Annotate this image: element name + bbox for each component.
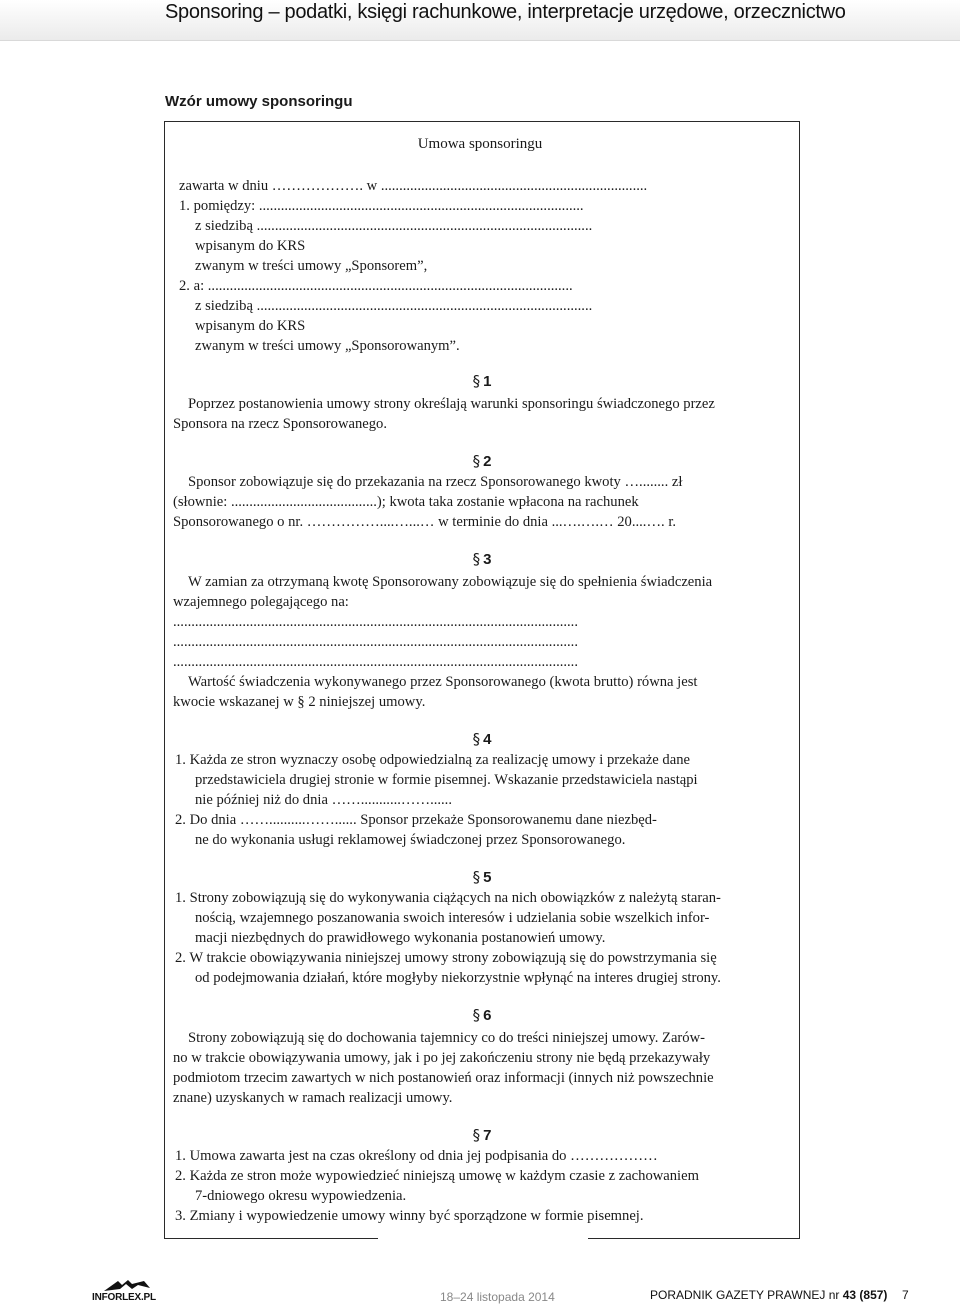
s4-line: nie później niż do dnia ……...........……...... — [195, 792, 452, 808]
page-header-title: Sponsoring – podatki, księgi rachunkowe, interpretacje urzędowe, orzecznictwo — [165, 1, 846, 23]
intro-line: zwanym w treści umowy „Sponsorowanym”. — [195, 338, 460, 354]
s3-dotted-line: ............................................................................................................... — [173, 614, 578, 630]
s2-line: (słownie: ........................................); kwota taka zostanie wpłacona na rachunek — [173, 494, 639, 510]
section-heading-4: § 4 — [472, 730, 492, 748]
intro-line: z siedzibą ............................................................................................ — [195, 298, 593, 314]
section-heading-6: § 6 — [472, 1006, 492, 1024]
contract-title: Umowa sponsoringu — [417, 136, 543, 152]
s3-dotted-line: ............................................................................................................... — [173, 634, 578, 650]
header-band — [0, 0, 960, 41]
frame-bottom-gap — [378, 1238, 588, 1241]
s5-line: od podejmowania działań, które mogłyby niekorzystnie wpłynąć na interes drugiej strony. — [195, 970, 721, 986]
section-heading-2: § 2 — [472, 452, 492, 470]
s6-line: Strony zobowiązują się do dochowania tajemnicy co do treści niniejszej umowy. Zarów- — [188, 1030, 705, 1046]
s1-line: Poprzez postanowienia umowy strony określają warunki sponsoringu świadczonego przez — [188, 396, 715, 412]
intro-line: zwanym w treści umowy „Sponsorem”, — [195, 258, 428, 274]
footer-date: 18–24 listopada 2014 — [440, 1290, 555, 1304]
s6-line: podmiotom trzecim zawartych w nich postanowień oraz informacji (innych niż powszechnie — [173, 1070, 714, 1086]
s3-line: kwocie wskazanej w § 2 niniejszej umowy. — [173, 694, 426, 710]
s5-line: 1. Strony zobowiązują się do wykonywania ciążących na nich obowiązków z należytą staran- — [175, 890, 721, 906]
s3-line: W zamian za otrzymaną kwotę Sponsorowany zobowiązuje się do spełnienia świadczenia — [188, 574, 713, 590]
footer-publication: PORADNIK GAZETY PRAWNEJ nr 43 (857) — [650, 1288, 888, 1302]
s3-dotted-line: ............................................................................................................... — [173, 654, 578, 670]
s1-line: Sponsora na rzecz Sponsorowanego. — [173, 416, 387, 432]
s6-line: no w trakcie obowiązywania umowy, jak i po jej zakończeniu strony nie będą przekazywały — [173, 1050, 711, 1066]
s5-line: 2. W trakcie obowiązywania niniejszej umowy strony zobowiązują się do powstrzymania się — [175, 950, 717, 966]
logo-mark-icon — [98, 1279, 154, 1293]
s2-line: Sponsorowanego o nr. ……………....…...… w terminie do dnia ...….….… 20....…. r. — [173, 514, 677, 530]
intro-line: 2. a: .................................................................................................... — [179, 278, 573, 294]
s7-line: 2. Każda ze stron może wypowiedzieć niniejszą umowę w każdym czasie z zachowaniem — [175, 1168, 699, 1184]
intro-line: 1. pomiędzy: ......................................................................................... — [179, 198, 584, 214]
s7-line: 1. Umowa zawarta jest na czas określony od dnia jej podpisania do ……………… — [175, 1148, 658, 1164]
s4-line: ne do wykonania usługi reklamowej świadczonej przez Sponsorowanego. — [195, 832, 626, 848]
s6-line: znane) uzyskanych w ramach realizacji umowy. — [173, 1090, 453, 1106]
s3-line: Wartość świadczenia wykonywanego przez Sponsorowanego (kwota brutto) równa jest — [188, 674, 698, 690]
section-title: Wzór umowy sponsoringu — [165, 93, 353, 110]
s7-line: 7-dniowego okresu wypowiedzenia. — [195, 1188, 407, 1204]
intro-line: z siedzibą ............................................................................................ — [195, 218, 593, 234]
s5-line: nością, wzajemnego poszanowania swoich interesów i udzielania sobie wszelkich infor- — [195, 910, 710, 926]
s4-line: 2. Do dnia ……..........……...... Sponsor przekaże Sponsorowanemu dane niezbęd- — [175, 812, 657, 828]
section-heading-5: § 5 — [472, 868, 492, 886]
page-number: 7 — [902, 1288, 909, 1302]
s4-line: 1. Każda ze stron wyznaczy osobę odpowiedzialną za realizację umowy i przekaże dane — [175, 752, 690, 768]
s2-line: Sponsor zobowiązuje się do przekazania na rzecz Sponsorowanego kwoty …........ zł — [188, 474, 683, 490]
section-heading-3: § 3 — [472, 550, 492, 568]
s3-line: wzajemnego polegającego na: — [173, 594, 349, 610]
intro-line: wpisanym do KRS — [195, 238, 306, 254]
s4-line: przedstawiciela drugiej stronie w formie pisemnej. Wskazanie przedstawiciela nastąpi — [195, 772, 698, 788]
intro-line: zawarta w dniu ………………. w ......................................................................... — [179, 178, 648, 194]
intro-line: wpisanym do KRS — [195, 318, 306, 334]
logo-text: INFORLEX.PL — [92, 1292, 156, 1303]
s7-line: 3. Zmiany i wypowiedzenie umowy winny być sporządzone w formie pisemnej. — [175, 1208, 644, 1224]
inforlex-logo — [92, 1279, 162, 1303]
section-heading-1: § 1 — [472, 372, 492, 390]
s5-line: macji niezbędnych do prawidłowego wykonania postanowień umowy. — [195, 930, 606, 946]
section-heading-7: § 7 — [472, 1126, 492, 1144]
